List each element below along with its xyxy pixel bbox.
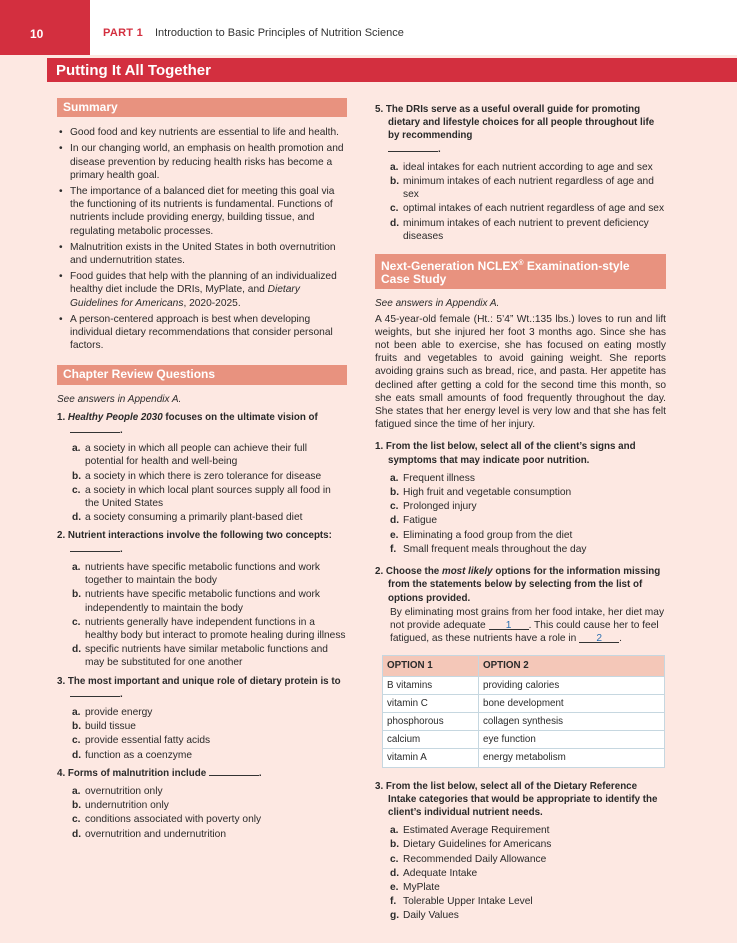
summary-list [57, 126, 347, 352]
section-title: Putting It All Together [56, 62, 211, 79]
option-list [375, 161, 666, 243]
option-list [57, 706, 347, 762]
list-item: • In our changing world, an emphasis on health promotion and disease prevention by reducing health risks has become a primary health goal. [57, 142, 347, 182]
option-item: b. High fruit and vegetable consumption [390, 487, 572, 499]
option-item: d. function as a coenzyme [72, 749, 193, 761]
option-item: b. build tissue [72, 721, 136, 733]
answers-note: See answers in Appendix A. [375, 298, 500, 310]
list-item: • The importance of a balanced diet for meeting this goal via the functioning of its nutrients is fundamental. Functions of nutrients include providing energy, building tissue, and regulating metabolic processes. [57, 185, 347, 238]
option-item: f. Small frequent meals throughout the day [390, 543, 587, 555]
table-row: B vitamins providing calories [383, 676, 665, 694]
option-item: c. provide essential fatty acids [72, 735, 211, 747]
option-list [57, 561, 347, 670]
question [57, 411, 347, 525]
answer-blank-2: 2 [579, 632, 619, 643]
question-text: 2. Nutrient interactions involve the following two concepts: . [57, 530, 332, 555]
option-item: a. ideal intakes for each nutrient according to age and sex [390, 161, 653, 173]
option-item: b. undernutrition only [72, 800, 169, 812]
table-header-row [383, 656, 665, 676]
list-item: • Good food and key nutrients are essential to life and health. [57, 126, 347, 139]
answer-blank [70, 424, 120, 433]
list-item: • Food guides that help with the planning of an individualized healthy diet include the DRIs, MyPlate, and Dietary Guidelines for Americans, 2020-2025. [57, 270, 347, 310]
page-header [0, 0, 737, 55]
question-text: 3. From the list below, select all of the Dietary Reference Intake categories that would be appropriate to identify the client’s individual nutrient needs. [375, 780, 658, 818]
list-item: • A person-centered approach is best when developing individual dietary recommendations that consider personal factors. [57, 313, 347, 353]
option-item: c. nutrients generally have independent functions in a healthy body but interact to promote healing during illness [72, 616, 346, 641]
table-row: calcium eye function [383, 731, 665, 749]
question-text: 4. Forms of malnutrition include . [57, 767, 262, 779]
question-text: 2. Choose the most likely options for the information missing from the statements below by selecting from the list of options provided. [375, 566, 661, 604]
case-study-heading: Next-Generation NCLEX® Examination-style Case Study [375, 254, 666, 289]
question [57, 675, 347, 762]
table-row: phosphorous collagen synthesis [383, 712, 665, 730]
option-item: c. optimal intakes of each nutrient regardless of age and sex [390, 203, 665, 215]
question [375, 565, 666, 767]
table-row: vitamin A energy metabolism [383, 749, 665, 767]
option-item: c. Recommended Daily Allowance [390, 853, 547, 865]
page-number: 10 [30, 27, 44, 41]
option-item: c. Prolonged injury [390, 501, 477, 513]
option-list [375, 472, 666, 556]
option-item: b. a society in which there is zero tolerance for disease [72, 470, 322, 482]
option-item: a. provide energy [72, 706, 153, 718]
option-item: b. nutrients have specific metabolic functions and work independently to maintain the body [72, 589, 320, 614]
option-item: d. minimum intakes of each nutrient to prevent deficiency diseases [390, 217, 649, 242]
option-item: d. a society consuming a primarily plant-based diet [72, 512, 303, 524]
summary-heading: Summary [57, 98, 347, 117]
option-item: a. a society in which all people can achieve their full potential for health and well-being [72, 443, 307, 468]
option-item: d. specific nutrients have similar metabolic functions and may be substituted for one another [72, 644, 328, 669]
section-banner [47, 58, 737, 82]
question [375, 103, 666, 243]
column-header: OPTION 2 [479, 656, 665, 676]
question [375, 440, 666, 556]
answer-blank [388, 143, 438, 152]
question [57, 767, 347, 841]
left-column [57, 98, 347, 842]
option-item: g. Daily Values [390, 910, 459, 922]
option-item: e. Eliminating a food group from the diet [390, 529, 573, 541]
option-item: c. a society in which local plant sources supply all food in the United States [72, 484, 331, 510]
review-heading: Chapter Review Questions [57, 365, 347, 384]
option-item: b. Dietary Guidelines for Americans [390, 839, 552, 851]
case-paragraph: A 45-year-old female (Ht.: 5’4” Wt.:135 lbs.) loves to run and lift weights, but she injured her foot 3 months ago. Since she has not been able to exercise, she has focused on eating mostly fruits and vegetables to avoid gaining weight. She reports avoiding grains such as bread, rice, and pasta. Her appetite has declined after getting a cold for the second time this month, so she eats small amounts of food frequently throughout the day. She states that her energy level is very low and that she has felt fatigued since the time of her injury. [375, 313, 666, 431]
answer-blank [209, 767, 259, 776]
question-text: 1. Healthy People 2030 focuses on the ultimate vision of . [57, 411, 318, 437]
cloze-sentence: By eliminating most grains from her food intake, her diet may not provide adequate 1 . This could cause her to feel fatigued, as these nutrients have a role in 2 . [390, 606, 665, 645]
question [57, 529, 347, 669]
question [375, 780, 666, 923]
option-item: a. overnutrition only [72, 785, 163, 797]
option-item: a. Estimated Average Requirement [390, 825, 550, 837]
part-label: PART 1 [103, 27, 144, 39]
table-row: vitamin C bone development [383, 694, 665, 712]
right-column [375, 103, 666, 924]
option-item: d. overnutrition and undernutrition [72, 828, 227, 840]
page-number-tab [0, 0, 90, 55]
option-item: d. Adequate Intake [390, 867, 478, 879]
option-item: c. conditions associated with poverty only [72, 814, 262, 826]
option-list [375, 824, 666, 922]
option-item: d. Fatigue [390, 515, 437, 527]
options-table [382, 655, 665, 767]
option-item: f. Tolerable Upper Intake Level [390, 896, 533, 908]
answer-blank [70, 543, 120, 552]
question-text: 1. From the list below, select all of the client’s signs and symptoms that may indicate poor nutrition. [375, 441, 636, 466]
answers-note: See answers in Appendix A. [57, 393, 182, 405]
option-item: e. MyPlate [390, 881, 440, 893]
answer-blank-1: 1 [489, 619, 529, 630]
list-item: • Malnutrition exists in the United States in both overnutrition and undernutrition states. [57, 241, 347, 267]
option-list [57, 442, 347, 524]
question-text: 5. The DRIs serve as a useful overall guide for promoting dietary and lifestyle choices for all people throughout life by recommending . [375, 104, 655, 155]
answer-blank [70, 688, 120, 697]
option-item: a. nutrients have specific metabolic functions and work together to maintain the body [72, 561, 320, 587]
column-header: OPTION 1 [383, 656, 479, 676]
option-list [57, 785, 347, 841]
part-title: Introduction to Basic Principles of Nutrition Science [155, 27, 404, 39]
option-item: a. Frequent illness [390, 472, 475, 484]
question-text: 3. The most important and unique role of dietary protein is to . [57, 675, 341, 700]
option-item: b. minimum intakes of each nutrient regardless of age and sex [390, 176, 654, 201]
